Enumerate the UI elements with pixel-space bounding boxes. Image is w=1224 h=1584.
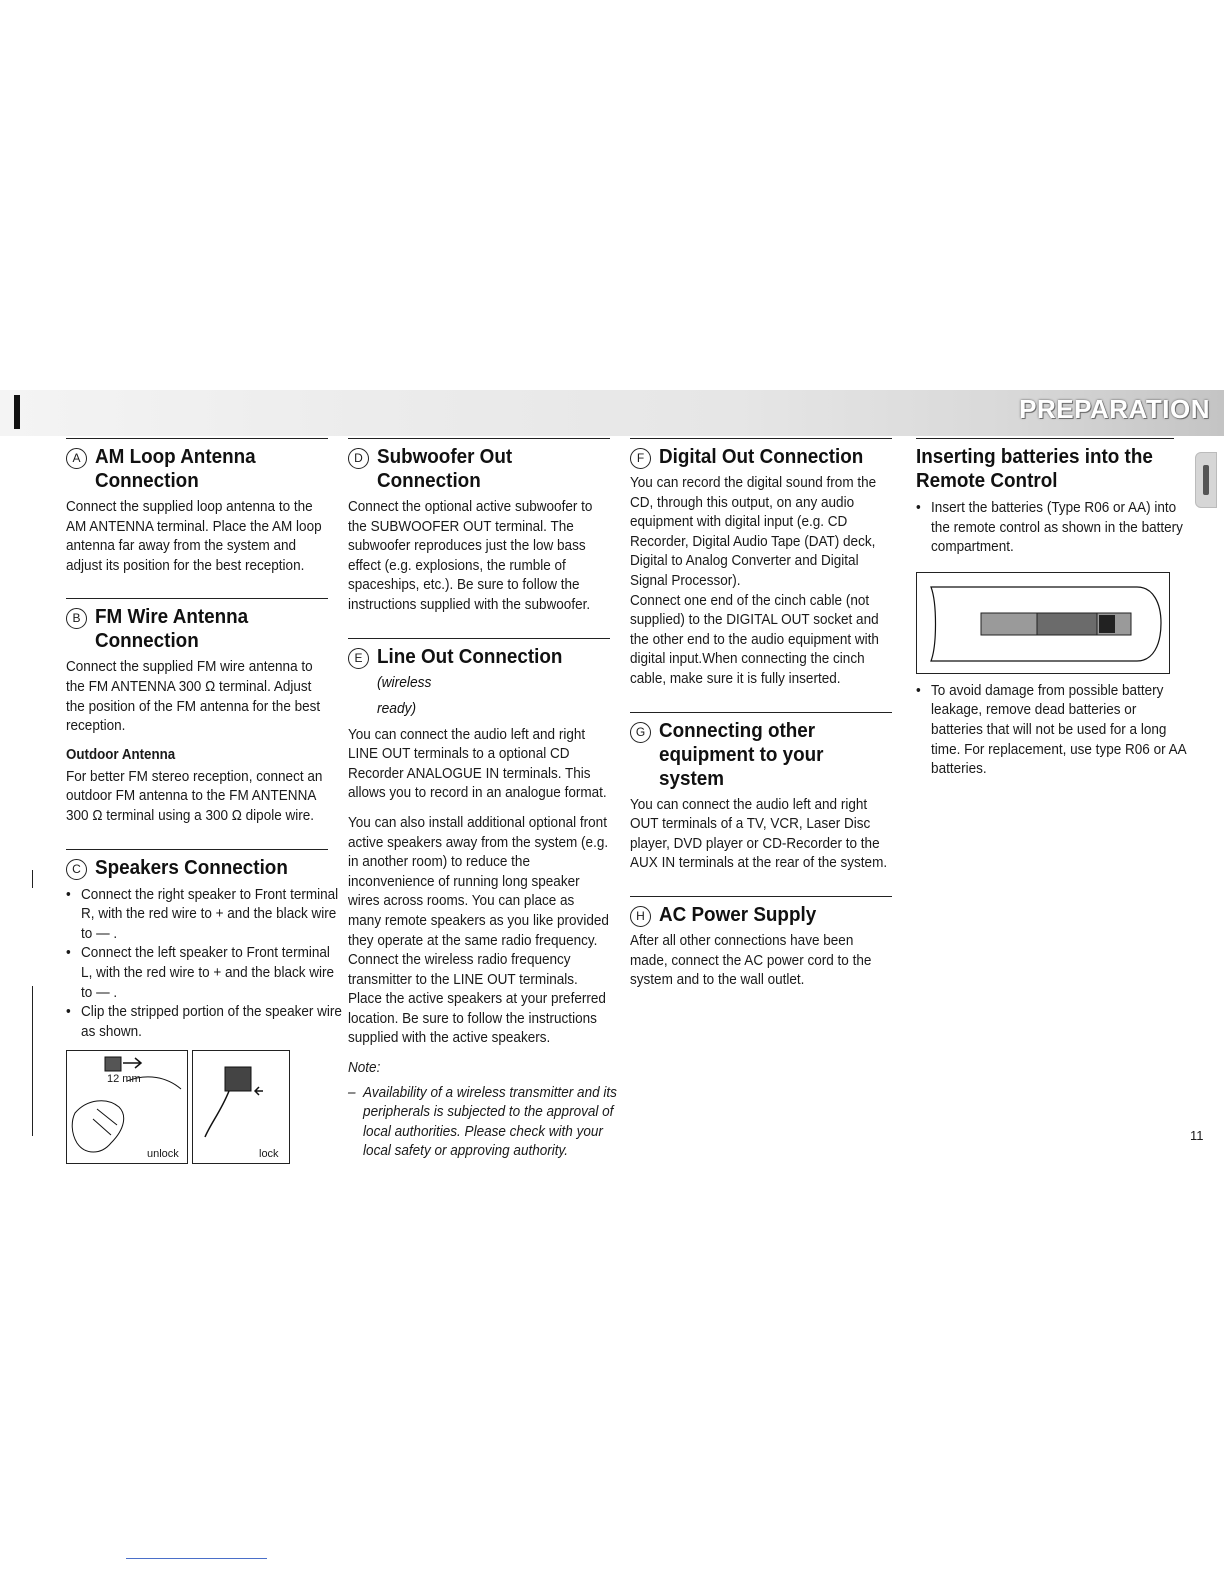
column-3 (630, 438, 892, 1013)
paragraph: Connect the optional active subwoofer to the SUBWOOFER OUT terminal. The subwoofer reproduces just the low bass effect (e.g. explosions, the rumble of spaceships, etc.). Be sure to follow the instructions supplied with the subwoofer. (348, 499, 593, 613)
note-text: – Availability of a wireless transmitter and its peripherals is subjected to the approval of local authorities. Please check with your local safety or approving authority. (348, 1084, 624, 1162)
section-heading: AM Loop Antenna (95, 445, 256, 468)
bottom-rule (126, 1558, 267, 1559)
section-letter-badge: A (66, 448, 87, 469)
list-item: • Insert the batteries (Type R06 or AA) into the remote control as shown in the battery compartment. (916, 499, 1188, 558)
bullet-list (916, 682, 1186, 780)
section-heading-line2: ready) (377, 699, 417, 717)
section-letter-badge: C (66, 859, 87, 880)
section-heading-suffix: (wireless (377, 673, 432, 691)
section-heading-line2: Connection (95, 629, 199, 653)
paragraph: Connect one end of the cinch cable (not supplied) to the DIGITAL OUT socket and the other end to the audio equipment with digital input.When connecting the cinch cable, make sure it is fully inserted. (630, 592, 879, 687)
section-h (630, 896, 892, 991)
section-e (348, 638, 617, 1162)
section-a (66, 438, 328, 576)
paragraph: Connect the supplied FM wire antenna to the FM ANTENNA 300 Ω terminal. Adjust the position of the FM antenna for the best reception. (66, 659, 321, 735)
remote-control-drawing (917, 573, 1169, 673)
section-title: PREPARATION (1019, 394, 1210, 424)
banner-marker (14, 395, 20, 429)
section-heading: AC Power Supply (659, 902, 817, 926)
measure-label: 12 mm (107, 1073, 141, 1086)
paragraph: After all other connections have been made, connect the AC power cord to the system and to the wall outlet. (630, 932, 872, 989)
section-heading: Inserting batteries into the (916, 445, 1153, 468)
section-heading-line2: equipment to your system (659, 742, 824, 790)
note-label: Note: (348, 1060, 381, 1077)
section-letter-badge: E (348, 648, 369, 669)
paragraph: For better FM stereo reception, connect an outdoor FM antenna to the FM ANTENNA 300 Ω terminal using a 300 Ω dipole wire. (66, 768, 323, 824)
section-batteries (916, 438, 1186, 780)
list-item: • Connect the right speaker to Front terminal R, with the red wire to + and the black wire to — . (66, 886, 342, 945)
column-1 (66, 438, 342, 1186)
section-heading: FM Wire Antenna (95, 605, 249, 629)
column-2 (348, 438, 617, 1184)
section-letter-badge: D (348, 448, 369, 469)
section-g (630, 712, 892, 874)
margin-mark (32, 870, 33, 888)
section-heading: Connecting other (659, 718, 816, 742)
lock-label: lock (259, 1148, 279, 1161)
section-c (66, 849, 342, 1165)
section-letter-badge: F (630, 448, 651, 469)
lock-figure (192, 1050, 290, 1164)
speaker-wire-illustration (66, 1050, 328, 1164)
paragraph: Connect the supplied loop antenna to the AM ANTENNA terminal. Place the AM loop antenna far away from the system and adjust its position for the best reception. (66, 499, 322, 574)
bullet-list (916, 499, 1183, 558)
unlock-label: unlock (147, 1148, 179, 1161)
paragraph: You can connect the audio left and right LINE OUT terminals to a optional CD Recorder ANALOGUE IN terminals. This allows you to record in an analogue format. (348, 726, 607, 802)
section-letter-badge: G (630, 722, 651, 743)
paragraph: You can also install additional optional front active speakers away from the system (e.g. in another room) to reduce the inconvenience of running long speaker wires across rooms. You can place as many remote speakers as you like provided they operate at the same radio frequency. Connect the wireless radio frequency transmitter to the LINE OUT terminals. Place the active speakers at your preferred location. Be sure to follow the instructions supplied with the active speakers. (348, 814, 609, 1047)
finger-terminal-drawing (67, 1051, 187, 1163)
list-item: • Clip the stripped portion of the speaker wire as shown. (66, 1003, 342, 1042)
section-letter-badge: H (630, 906, 651, 927)
section-heading: Subwoofer Out Connection (377, 445, 513, 492)
paragraph: You can record the digital sound from the CD, through this output, on any audio equipment with digital input (e.g. CD Recorder, Digital Audio Tape (DAT) deck, Digital to Analog Converter and Digital Signal Processor). (630, 475, 877, 589)
section-f (630, 438, 892, 690)
section-heading-line2: Connection (95, 469, 199, 492)
section-b (66, 598, 328, 826)
bullet-list (66, 886, 342, 1043)
battery-illustration (916, 572, 1170, 674)
terminal-lock-drawing (193, 1051, 289, 1163)
page-number: 11 (1190, 1128, 1204, 1143)
list-item: • To avoid damage from possible battery leakage, remove dead batteries or batteries that will not be used for a long time. For replacement, use type R06 or AA batteries. (916, 682, 1188, 780)
section-heading-line2: Remote Control (916, 469, 1058, 492)
unlock-figure (66, 1050, 188, 1164)
list-item: • Connect the left speaker to Front terminal L, with the red wire to + and the black wire to — . (66, 944, 342, 1003)
section-heading: Digital Out Connection (659, 445, 864, 468)
side-language-tab (1195, 452, 1217, 508)
margin-mark (32, 986, 33, 1136)
section-letter-badge: B (66, 608, 87, 629)
section-d (348, 438, 610, 616)
column-4 (916, 438, 1186, 802)
section-heading: Speakers Connection (95, 855, 288, 879)
paragraph: You can connect the audio left and right OUT terminals of a TV, VCR, Laser Disc player, DVD player or CD-Recorder to the AUX IN terminals at the rear of the system. (630, 796, 888, 872)
section-heading: Line Out Connection (377, 644, 563, 668)
subheading: Outdoor Antenna (66, 746, 176, 763)
